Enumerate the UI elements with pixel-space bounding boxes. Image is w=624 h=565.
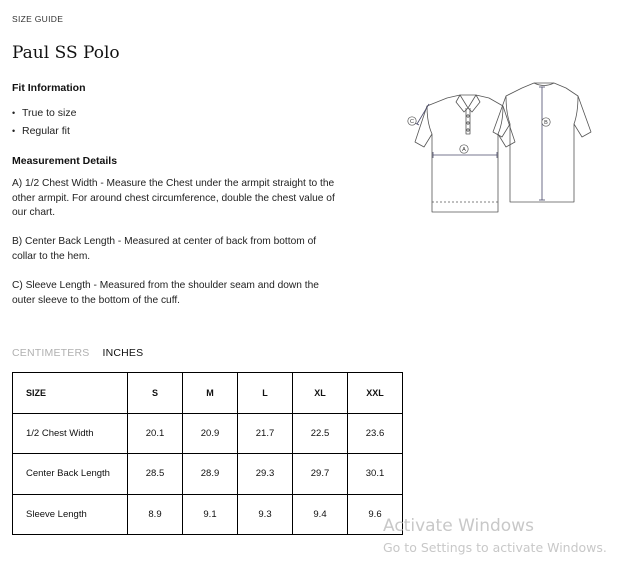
table-cell: 29.7: [293, 454, 348, 495]
table-cell: 30.1: [348, 454, 403, 495]
table-row: [13, 454, 403, 495]
table-row: [13, 494, 403, 535]
fit-item-label: Regular fit: [22, 125, 70, 137]
back-length-description: B) Center Back Length - Measured at center of back from bottom of collar to the hem.: [12, 236, 317, 262]
size-header-xl: XL: [293, 373, 348, 414]
table-cell: 9.3: [238, 494, 293, 535]
diagram-label-a: A: [462, 147, 466, 153]
diagram-label-b: B: [544, 120, 548, 126]
size-header-s: S: [128, 373, 183, 414]
table-cell: 28.5: [128, 454, 183, 495]
list-item: [12, 122, 76, 140]
sleeve-length-description: C) Sleeve Length - Measured from the shoulder seam and down the outer sleeve to the bottom of the cuff.: [12, 280, 319, 306]
size-guide-eyebrow: SIZE GUIDE: [12, 14, 64, 24]
diagram-label-c: C: [410, 119, 414, 125]
size-header-l: L: [238, 373, 293, 414]
table-cell: 9.6: [348, 494, 403, 535]
bullet-icon: •: [12, 126, 16, 136]
fit-list: [12, 104, 76, 140]
list-item: [12, 104, 76, 122]
table-cell: 8.9: [128, 494, 183, 535]
fit-item-label: True to size: [22, 107, 77, 119]
row-label-chest-width: 1/2 Chest Width: [13, 413, 128, 454]
table-cell: 9.1: [183, 494, 238, 535]
size-header-xxl: XXL: [348, 373, 403, 414]
row-label-back-length: Center Back Length: [13, 454, 128, 495]
table-header-row: [13, 373, 403, 414]
size-column-header: SIZE: [13, 373, 128, 414]
table-cell: 20.9: [183, 413, 238, 454]
table-cell: 9.4: [293, 494, 348, 535]
product-title: Paul SS Polo: [12, 43, 120, 63]
unit-toggle: [12, 347, 143, 359]
bullet-icon: •: [12, 108, 16, 118]
table-cell: 20.1: [128, 413, 183, 454]
tab-inches[interactable]: INCHES: [102, 347, 144, 359]
table-cell: 23.6: [348, 413, 403, 454]
watermark-subtitle: Go to Settings to activate Windows.: [383, 540, 607, 555]
table-cell: 21.7: [238, 413, 293, 454]
table-row: [13, 413, 403, 454]
fit-information-heading: Fit Information: [12, 82, 86, 94]
size-chart-table: [12, 372, 403, 535]
size-header-m: M: [183, 373, 238, 414]
table-cell: 28.9: [183, 454, 238, 495]
table-cell: 29.3: [238, 454, 293, 495]
activation-watermark: [383, 516, 607, 555]
tab-centimeters[interactable]: CENTIMETERS: [12, 347, 90, 359]
watermark-title: Activate Windows: [383, 516, 534, 536]
row-label-sleeve-length: Sleeve Length: [13, 494, 128, 535]
measurement-details-heading: Measurement Details: [12, 155, 118, 167]
polo-measurement-diagram: [402, 78, 598, 220]
chest-width-description: A) 1/2 Chest Width - Measure the Chest under the armpit straight to the other armpit. For around chest circumference, double the chest value of our chart.: [12, 178, 335, 218]
table-cell: 22.5: [293, 413, 348, 454]
